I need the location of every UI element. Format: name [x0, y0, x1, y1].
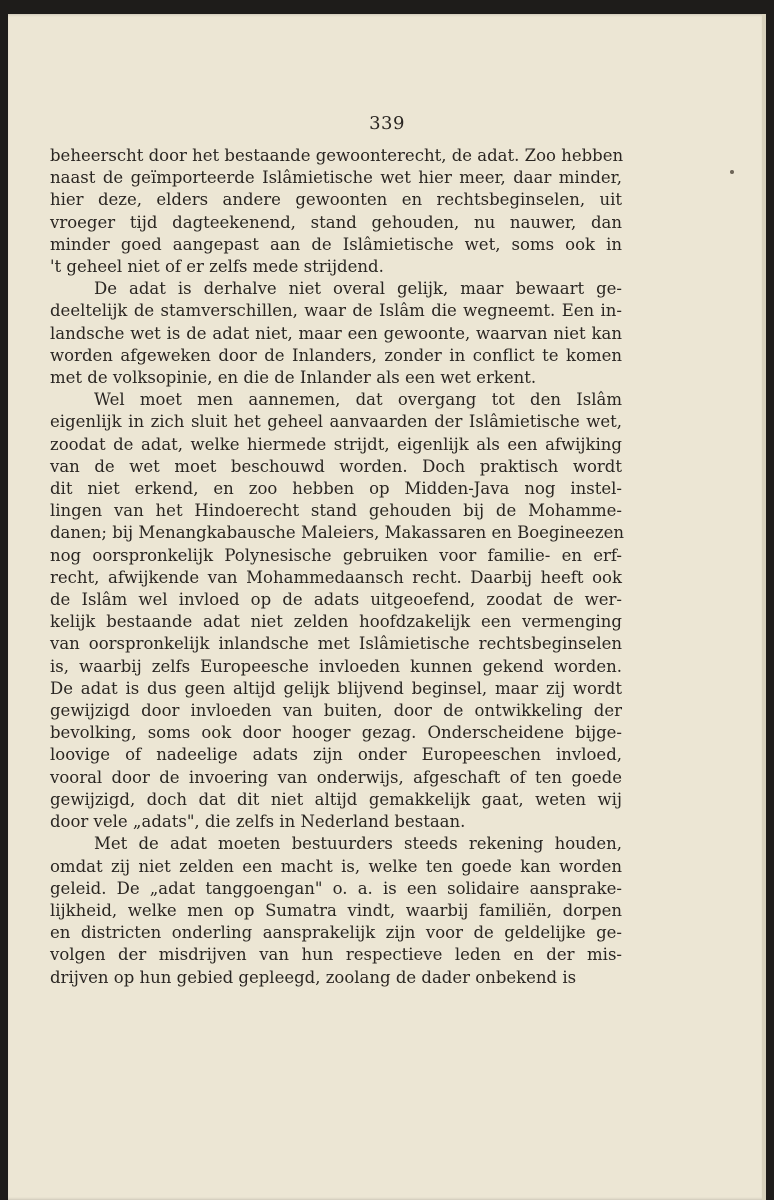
text-line: De adat is dus geen altijd gelijk blijvend beginsel, maar zij wordt	[50, 678, 622, 698]
text-line: Wel moet men aannemen, dat overgang tot den Islâm	[94, 390, 622, 410]
paragraph	[50, 389, 625, 833]
paper-speck	[730, 170, 734, 174]
text-line: vroeger tijd dagteekenend, stand gehouden, nu nauwer, dan	[50, 212, 622, 232]
text-line: de Islâm wel invloed op de adats uitgeoefend, zoodat de wer-	[50, 590, 622, 610]
text-line: van oorspronkelijk inlandsche met Islâmietische rechtsbeginselen	[50, 634, 622, 654]
text-line: lingen van het Hindoerecht stand gehouden bij de Mohamme-	[50, 501, 622, 521]
paragraph	[50, 278, 622, 389]
text-line: drijven op hun gebied gepleegd, zoolang de dader onbekend is	[50, 967, 577, 987]
text-line: beheerscht door het bestaande gewoonterecht, de adat. Zoo hebben	[50, 146, 624, 165]
text-line: en districten onderling aansprakelijk zijn voor de geldelijke ge-	[50, 923, 622, 943]
text-line: recht, afwijkende van Mohammedaansch recht. Daarbij heeft ook	[50, 567, 622, 587]
text-line: omdat zij niet zelden een macht is, welke ten goede kan worden	[50, 856, 622, 876]
text-line: geleid. De „adat tanggoengan" o. a. is een solidaire aansprake-	[50, 878, 622, 898]
body-text	[50, 145, 625, 989]
page-edge	[762, 14, 766, 1200]
text-line: deeltelijk de stamverschillen, waar de Islâm die wegneemt. Een in-	[50, 301, 622, 321]
text-line: lijkheid, welke men op Sumatra vindt, waarbij familiën, dorpen	[50, 900, 622, 920]
text-line: nog oorspronkelijk Polynesische gebruiken voor familie- en erf-	[50, 545, 622, 565]
text-line: door vele „adats", die zelfs in Nederland bestaan.	[50, 812, 466, 832]
text-line: minder goed aangepast aan de Islâmietische wet, soms ook in	[50, 234, 622, 254]
text-line: volgen der misdrijven van hun respectieve leden en der mis-	[50, 945, 622, 965]
text-line: zoodat de adat, welke hiermede strijdt, eigenlijk als een afwijking	[50, 434, 622, 454]
text-line: loovige of nadeelige adats zijn onder Europeeschen invloed,	[50, 745, 622, 765]
text-line: landsche wet is de adat niet, maar een gewoonte, waarvan niet kan	[50, 323, 622, 343]
text-line: van de wet moet beschouwd worden. Doch praktisch wordt	[50, 456, 622, 476]
text-line: worden afgeweken door de Inlanders, zonder in conflict te komen	[50, 345, 622, 365]
text-line: met de volksopinie, en die de Inlander als een wet erkent.	[50, 368, 537, 388]
text-line: hier deze, elders andere gewoonten en rechtsbeginselen, uit	[50, 190, 622, 210]
text-line: danen; bij Menangkabausche Maleiers, Makassaren en Boegineezen	[50, 523, 625, 543]
text-line: De adat is derhalve niet overal gelijk, maar bewaart ge-	[94, 279, 622, 299]
text-line: is, waarbij zelfs Europeesche invloeden kunnen gekend worden.	[50, 656, 622, 676]
text-line: eigenlijk in zich sluit het geheel aanvaarden der Islâmietische wet,	[50, 412, 622, 432]
paragraph	[50, 145, 622, 278]
text-line: dit niet erkend, en zoo hebben op Midden-Java nog instel-	[50, 479, 622, 499]
text-line: gewijzigd, doch dat dit niet altijd gemakkelijk gaat, weten wij	[50, 789, 622, 809]
text-line: Met de adat moeten bestuurders steeds rekening houden,	[94, 834, 622, 854]
text-line: naast de geïmporteerde Islâmietische wet hier meer, daar minder,	[50, 168, 622, 188]
text-line: gewijzigd door invloeden van buiten, door de ontwikkeling der	[50, 701, 622, 721]
text-line: 't geheel niet of er zelfs mede strijdend.	[50, 257, 384, 277]
text-line: kelijk bestaande adat niet zelden hoofdzakelijk een vermenging	[50, 612, 622, 632]
page-number: 339	[369, 113, 405, 134]
book-page	[8, 14, 766, 1200]
text-line: vooral door de invoering van onderwijs, afgeschaft of ten goede	[50, 767, 622, 787]
text-line: bevolking, soms ook door hooger gezag. Onderscheidene bijge-	[50, 723, 622, 743]
paragraph	[50, 833, 622, 988]
